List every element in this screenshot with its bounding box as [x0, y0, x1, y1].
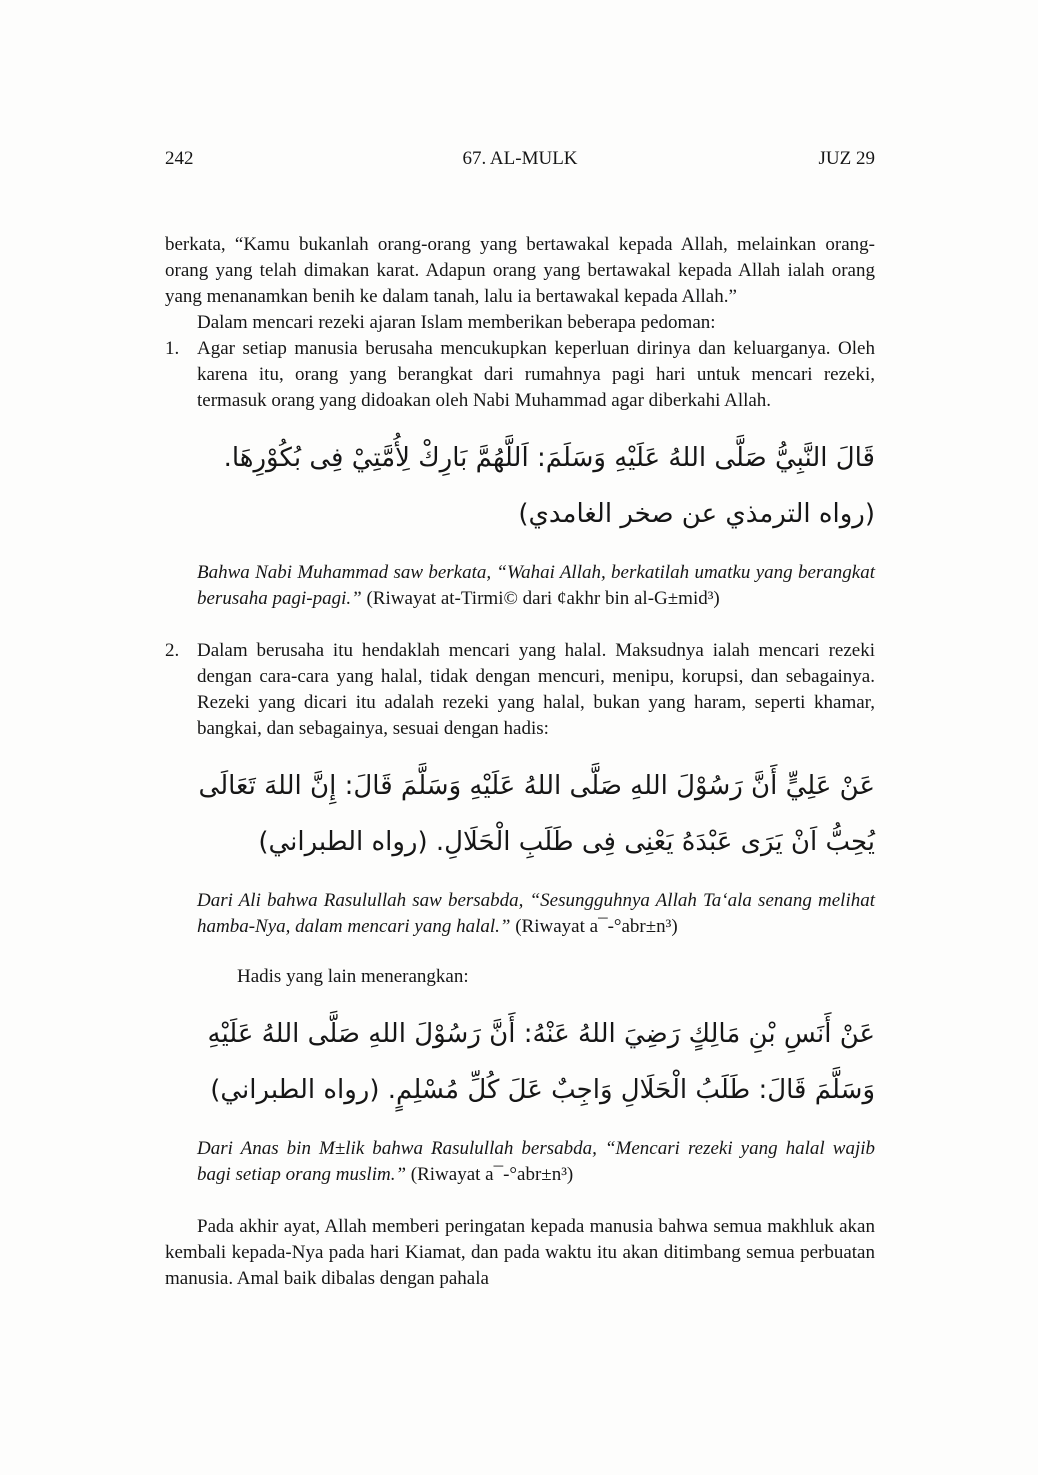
translation-paragraph-2: [197, 888, 875, 940]
translation-2-source: (Riwayat a¯-°abr±n³): [515, 916, 678, 937]
arabic-hadith-1: قَالَ النَّبِيُّ صَلَّى اللهُ عَلَيْهِ وَسَلَمَ: اَللَّهُمَّ بَارِكْ لِأُمَّتِيْ فِى بُكُوْرِهَا. (رواه الترمذي عن صخر الغامدي): [223, 443, 875, 529]
translation-paragraph-1: [197, 560, 875, 612]
list-item-1: [165, 336, 875, 414]
list-text-2: Dalam berusaha itu hendaklah mencari yang halal. Maksudnya ialah mencari rezeki dengan cara-cara yang halal, tidak dengan mencuri, menipu, korupsi, dan sebagainya. Rezeki yang dicari itu adalah rezeki yang halal, bukan yang haram, seperti khamar, bangkai, dan sebagainya, sesuai dengan hadis:: [197, 640, 875, 739]
arabic-hadith-3: عَنْ أَنَسِ بْنِ مَالِكٍ رَضِيَ اللهُ عَنْهُ: أَنَّ رَسُوْلَ اللهِ صَلَّى اللهُ عَلَيْهِ وَسَلَّمَ قَالَ: طَلَبُ الْحَلَالِ وَاجِبٌ عَلَ كُلِّ مُسْلِمٍ. (رواه الطبراني): [207, 1019, 875, 1105]
page-number: 242: [165, 148, 194, 169]
list-item-2: [165, 638, 875, 742]
translation-3-text: Dari Anas bin M±lik bahwa Rasulullah bersabda, “Mencari rezeki yang halal wajib bagi setiap orang muslim.”: [197, 1138, 875, 1185]
paragraph-continuation: berkata, “Kamu bukanlah orang-orang yang bertawakal kepada Allah, melainkan orang-orang yang telah dimakan karat. Adapun orang yang bertawakal kepada Allah ialah orang yang menanamkan benih ke dalam tanah, lalu ia bertawakal kepada Allah.”: [165, 234, 875, 307]
translation-paragraph-3: [197, 1136, 875, 1188]
list-number-2: 2.: [165, 640, 180, 661]
translation-2-text: Dari Ali bahwa Rasulullah saw bersabda, “Sesungguhnya Allah Ta‘ala senang melihat hamba-Nya, dalam mencari yang halal.”: [197, 890, 875, 937]
list-text-1: Agar setiap manusia berusaha mencukupkan keperluan dirinya dan keluarganya. Oleh karena itu, orang yang berangkat dari rumahnya pagi hari untuk mencari rezeki, termasuk orang yang didoakan oleh Nabi Muhammad agar diberkahi Allah.: [197, 338, 875, 411]
list-number-1: 1.: [165, 338, 180, 359]
arabic-hadith-2: عَنْ عَلِيٍّ أَنَّ رَسُوْلَ اللهِ صَلَّى اللهُ عَلَيْهِ وَسَلَّمَ قَالَ: إِنَّ اللهَ تَعَالَى يُحِبُّ اَنْ يَرَى عَبْدَهُ يَعْنِى فِى طَلَبِ الْحَلَالِ. (رواه الطبراني): [198, 771, 875, 857]
juz-label: JUZ 29: [818, 148, 875, 169]
translation-1-source: (Riwayat at-Tirmi© dari ¢akhr bin al-G±mid³): [366, 588, 720, 609]
closing-paragraph: Pada akhir ayat, Allah memberi peringatan kepada manusia bahwa semua makhluk akan kembali kepada-Nya pada hari Kiamat, dan pada waktu itu akan ditimbang semua perbuatan manusia. Amal baik dibalas dengan pahala: [165, 1216, 875, 1289]
translation-1-text: Bahwa Nabi Muhammad saw berkata, “Wahai Allah, berkatilah umatku yang berangkat berusaha pagi-pagi.”: [197, 562, 875, 609]
page-header: [165, 146, 875, 172]
translation-3-source: (Riwayat a¯-°abr±n³): [410, 1164, 574, 1185]
chapter-title: 67. AL-MULK: [462, 148, 578, 169]
subheading-hadis-lain: Hadis yang lain menerangkan:: [237, 966, 469, 987]
paragraph-intro: Dalam mencari rezeki ajaran Islam memberikan beberapa pedoman:: [197, 312, 716, 333]
